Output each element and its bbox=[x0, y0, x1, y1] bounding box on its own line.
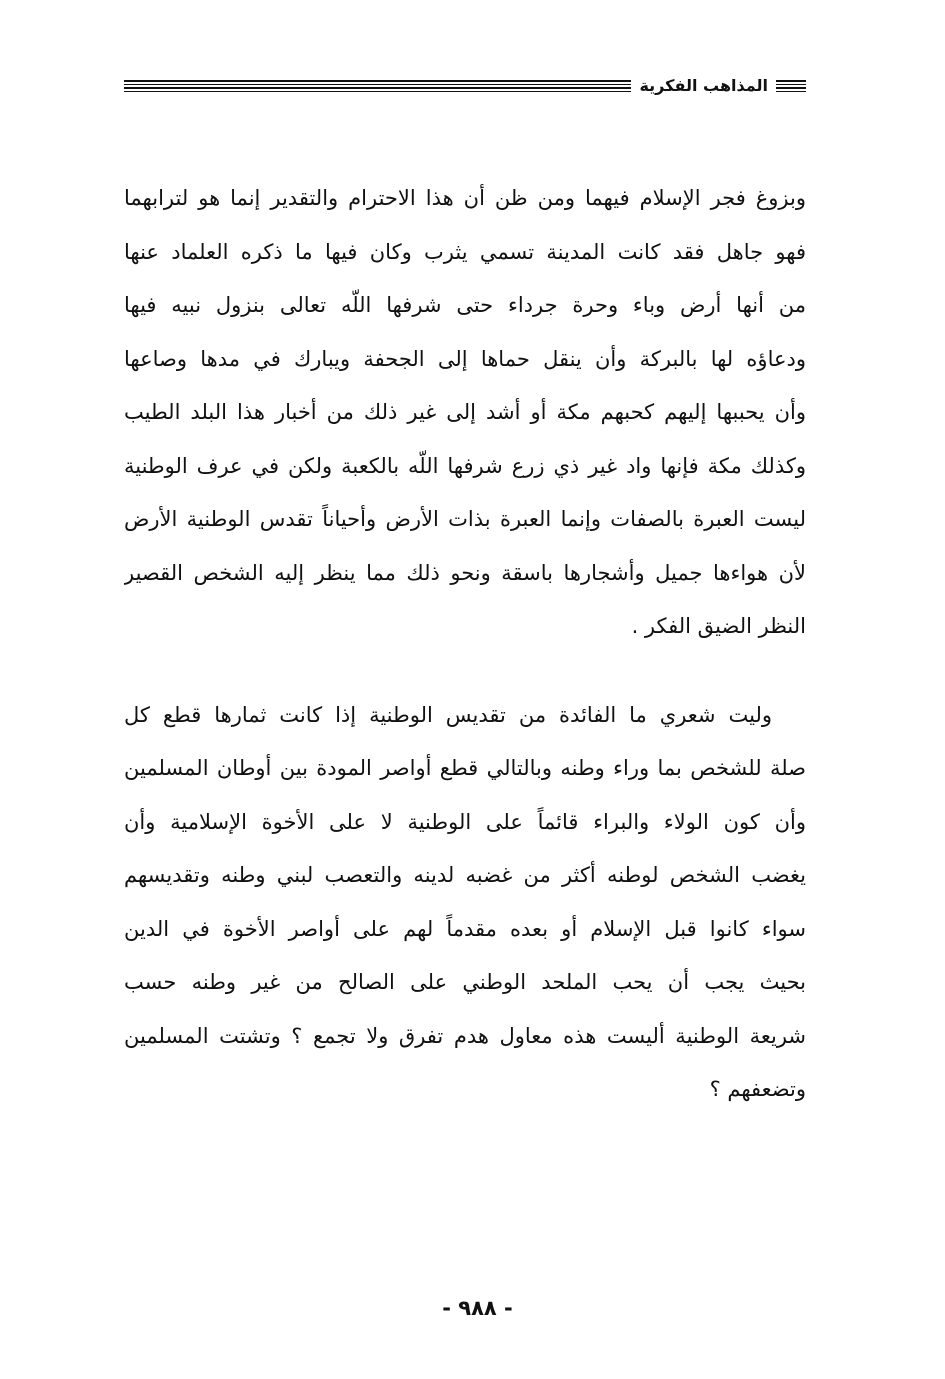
text-line: وبزوغ فجر الإسلام فيهما ومن ظن أن هذا الاحترام والتقدير إنما هو لترابهما bbox=[124, 186, 806, 210]
body-text bbox=[124, 176, 806, 1121]
page-number: - ٩٨٨ - bbox=[442, 1296, 513, 1320]
text-line: وتضعفهم ؟ bbox=[709, 1077, 806, 1101]
running-header bbox=[124, 72, 806, 100]
text-line: يغضب الشخص لوطنه أكثر من غضبه لدينه والتعصب لبني وطنه وتقديسهم bbox=[124, 863, 806, 887]
text-line: سواء كانوا قبل الإسلام أو بعده مقدماً لهم على أواصر الأخوة في الدين bbox=[124, 916, 806, 941]
running-header-title: المذاهب الفكرية bbox=[639, 76, 768, 95]
text-line: وكذلك مكة فإنها واد غير ذي زرع شرفها اللّه بالكعبة ولكن في عرف الوطنية bbox=[124, 453, 806, 478]
text-line: من أنها أرض وباء وحرة جرداء حتى شرفها اللّه تعالى بنزول نبيه فيها bbox=[124, 293, 806, 317]
text-line: النظر الضيق الفكر . bbox=[631, 614, 806, 638]
paragraph-2 bbox=[124, 693, 806, 1121]
text-line: صلة للشخص بما وراء وطنه وبالتالي قطع أواصر المودة بين أوطان المسلمين bbox=[124, 756, 806, 780]
text-line: وأن كون الولاء والبراء قائماً على الوطنية لا على الأخوة الإسلامية وأن bbox=[124, 809, 806, 834]
header-mark-icon bbox=[776, 80, 806, 92]
header-rule bbox=[124, 80, 631, 92]
text-line: لأن هواءها جميل وأشجارها باسقة ونحو ذلك مما ينظر إليه الشخص القصير bbox=[124, 560, 806, 585]
paragraph-1 bbox=[124, 176, 806, 658]
text-line: وليت شعري ما الفائدة من تقديس الوطنية إذا كانت ثمارها قطع كل bbox=[124, 702, 772, 727]
text-line: فهو جاهل فقد كانت المدينة تسمي يثرب وكان فيها ما ذكره العلماد عنها bbox=[124, 239, 806, 264]
text-line: بحيث يجب أن يحب الملحد الوطني على الصالح من غير وطنه حسب bbox=[124, 970, 806, 994]
text-line: شريعة الوطنية أليست هذه معاول هدم تفرق ولا تجمع ؟ وتشتت المسلمين bbox=[124, 1023, 806, 1048]
text-line: وأن يحببها إليهم كحبهم مكة أو أشد إلى غير ذلك من أخبار هذا البلد الطيب bbox=[124, 400, 806, 424]
text-line: ليست العبرة بالصفات وإنما العبرة بذات الأرض وأحياناً تقدس الوطنية الأرض bbox=[124, 507, 806, 531]
text-line: ودعاؤه لها بالبركة وأن ينقل حماها إلى الجحفة ويبارك في مدها وصاعها bbox=[124, 346, 806, 371]
